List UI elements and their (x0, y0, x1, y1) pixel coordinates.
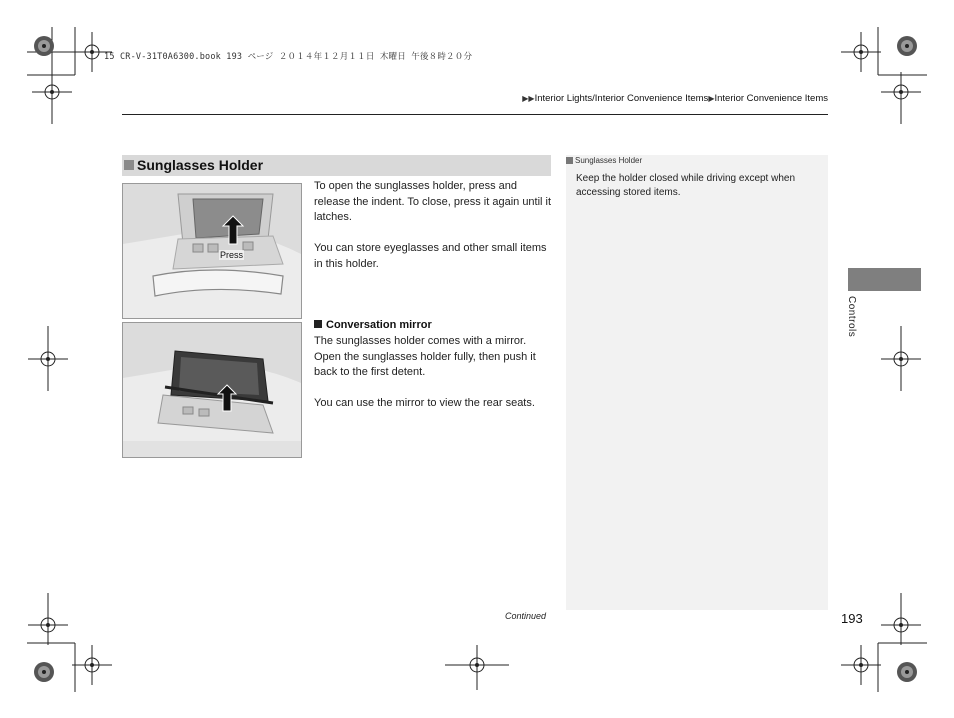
page-number: 193 (841, 611, 863, 626)
figure-holder-press (122, 183, 302, 319)
chapter-tab-label: Controls (846, 296, 857, 338)
press-label: Press (220, 250, 244, 260)
subheading-square-icon (314, 320, 322, 328)
paragraph-open-holder: To open the sunglasses holder, press and release the indent. To close, press it again until it latches. (314, 180, 552, 223)
breadcrumb-part-2: Interior Convenience Items (714, 93, 828, 104)
paragraph-mirror-rear: You can use the mirror to view the rear seats. (314, 397, 535, 409)
section-heading-bar (122, 155, 551, 176)
chapter-tab (848, 268, 921, 291)
subheading-text: Conversation mirror (326, 319, 432, 331)
paragraph-mirror-open: The sunglasses holder comes with a mirror. Open the sunglasses holder fully, then push it back to the first detent. (314, 335, 536, 378)
reference-marker-icon (566, 157, 573, 164)
continued-label: Continued (505, 611, 547, 621)
subheading-conversation-mirror (314, 319, 432, 331)
sidebar-note-panel (566, 155, 828, 610)
sidebar-reference (566, 156, 642, 165)
section-title: Sunglasses Holder (137, 157, 264, 173)
conversation-mirror-illustration (123, 323, 301, 457)
breadcrumb-part-1: Interior Lights/Interior Convenience Items (534, 93, 709, 104)
sidebar-note-text: Keep the holder closed while driving except when accessing stored items. (576, 173, 796, 198)
breadcrumb-arrows: ▶▶ (522, 94, 535, 103)
breadcrumb-separator: ▶ (708, 94, 715, 103)
section-square-icon (124, 160, 134, 170)
holder-press-illustration (123, 184, 301, 318)
header-rule (122, 114, 828, 115)
breadcrumb (522, 93, 828, 104)
sidebar-ref-title: Sunglasses Holder (575, 156, 643, 165)
paragraph-store-items: You can store eyeglasses and other small items in this holder. (314, 242, 547, 270)
file-info-header: 15 CR-V-31T0A6300.book 193 ページ ２０１４年１２月１１日 木曜日 午後８時２０分 (104, 52, 473, 62)
figure-conversation-mirror (122, 322, 302, 458)
